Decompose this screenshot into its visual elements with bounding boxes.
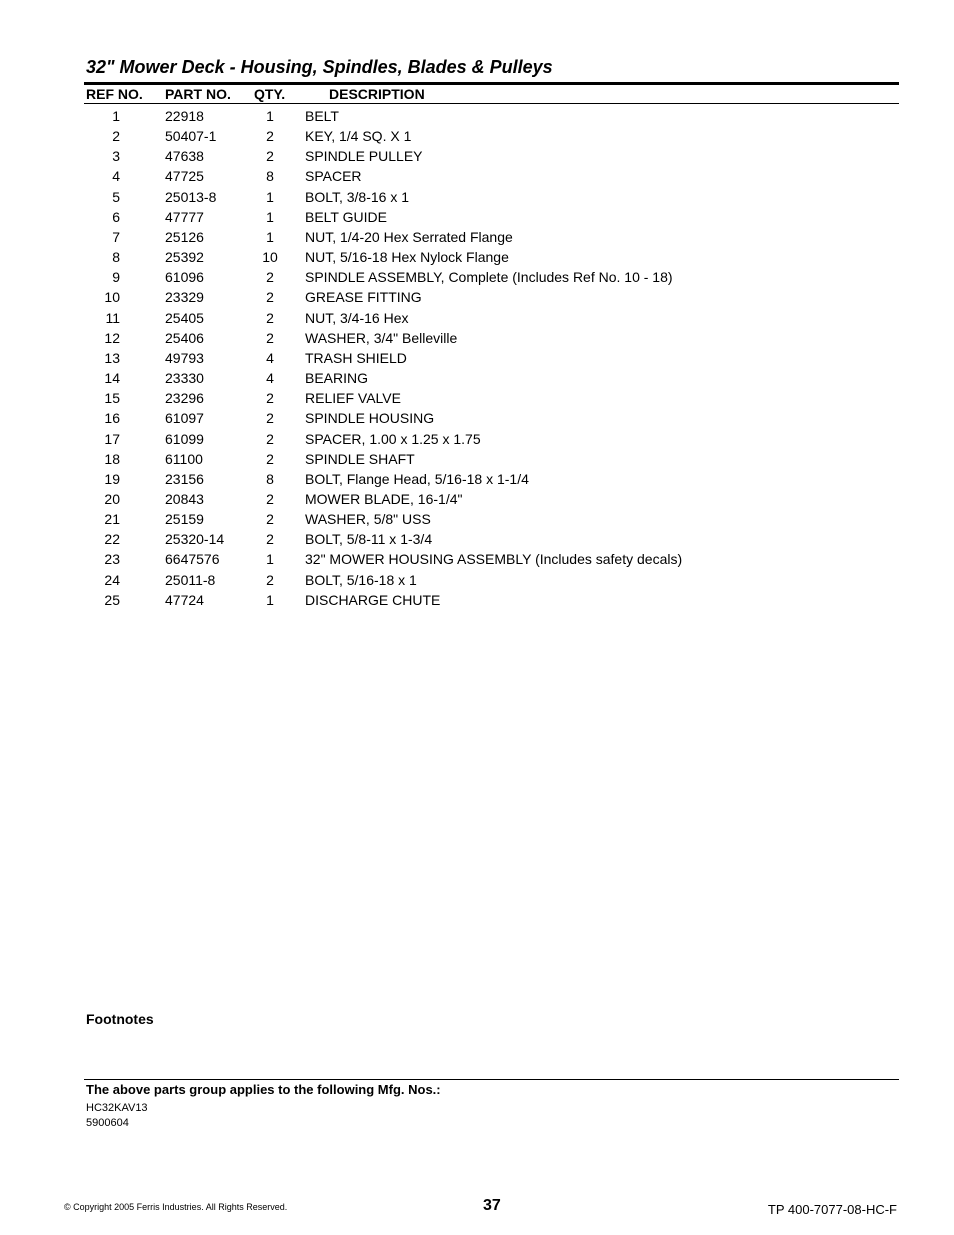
quantity: 2 bbox=[266, 450, 274, 467]
table-row bbox=[0, 388, 954, 408]
ref-number: 4 bbox=[112, 168, 120, 185]
table-row bbox=[0, 308, 954, 328]
description: NUT, 5/16-18 Hex Nylock Flange bbox=[305, 249, 509, 266]
table-row bbox=[0, 207, 954, 227]
part-number: 47725 bbox=[165, 168, 204, 185]
col-header-ref: REF NO. bbox=[86, 86, 143, 102]
applies-rule bbox=[84, 1079, 899, 1080]
part-number: 22918 bbox=[165, 108, 204, 124]
description: BOLT, Flange Head, 5/16-18 x 1-1/4 bbox=[305, 470, 529, 487]
description: BEARING bbox=[305, 370, 369, 387]
part-number: 49793 bbox=[165, 349, 204, 366]
title-rule bbox=[84, 82, 899, 85]
ref-number: 21 bbox=[104, 511, 120, 528]
part-number: 23330 bbox=[165, 370, 204, 387]
description: BOLT, 5/16-18 x 1 bbox=[305, 571, 417, 588]
description: BOLT, 3/8-16 x 1 bbox=[305, 188, 410, 205]
description: SPINDLE HOUSING bbox=[305, 410, 435, 427]
ref-number: 19 bbox=[104, 470, 120, 487]
ref-number: 3 bbox=[112, 148, 120, 165]
ref-number: 23 bbox=[104, 551, 120, 568]
ref-number: 2 bbox=[112, 128, 120, 145]
description: WASHER, 5/8" USS bbox=[305, 511, 431, 528]
description: NUT, 3/4-16 Hex bbox=[305, 309, 409, 326]
header-rule bbox=[84, 103, 899, 104]
quantity: 10 bbox=[262, 249, 278, 266]
footnotes-heading: Footnotes bbox=[86, 1011, 154, 1027]
table-row bbox=[0, 166, 954, 186]
quantity: 4 bbox=[266, 349, 274, 366]
ref-number: 24 bbox=[104, 571, 120, 588]
ref-number: 7 bbox=[112, 228, 120, 245]
table-row bbox=[0, 146, 954, 166]
table-row bbox=[0, 267, 954, 287]
quantity: 4 bbox=[266, 370, 274, 387]
quantity: 8 bbox=[266, 470, 274, 487]
col-header-qty: QTY. bbox=[254, 86, 286, 102]
part-number: 23296 bbox=[165, 390, 204, 407]
table-row bbox=[0, 489, 954, 509]
description: 32" MOWER HOUSING ASSEMBLY (Includes safety decals) bbox=[305, 551, 683, 568]
part-number: 25392 bbox=[165, 249, 204, 266]
description: RELIEF VALVE bbox=[305, 390, 401, 407]
table-row bbox=[0, 328, 954, 348]
part-number: 23329 bbox=[165, 289, 204, 306]
ref-number: 10 bbox=[104, 289, 120, 306]
quantity: 2 bbox=[266, 289, 274, 306]
quantity: 1 bbox=[266, 228, 274, 245]
description: SPINDLE ASSEMBLY, Complete (Includes Ref No. 10 - 18) bbox=[305, 269, 673, 286]
table-row bbox=[0, 469, 954, 489]
ref-number: 9 bbox=[112, 269, 120, 286]
part-number: 61099 bbox=[165, 430, 204, 447]
table-row bbox=[0, 449, 954, 469]
ref-number: 1 bbox=[112, 108, 120, 124]
part-number: 25406 bbox=[165, 329, 204, 346]
quantity: 8 bbox=[266, 168, 274, 185]
table-row bbox=[0, 187, 954, 207]
ref-number: 6 bbox=[112, 208, 120, 225]
ref-number: 13 bbox=[104, 349, 120, 366]
ref-number: 15 bbox=[104, 390, 120, 407]
quantity: 2 bbox=[266, 571, 274, 588]
part-number: 61100 bbox=[165, 450, 203, 467]
table-row bbox=[0, 509, 954, 529]
ref-number: 8 bbox=[112, 249, 120, 266]
description: BOLT, 5/8-11 x 1-3/4 bbox=[305, 531, 433, 548]
part-number: 25126 bbox=[165, 228, 204, 245]
table-row bbox=[0, 549, 954, 569]
description: BELT GUIDE bbox=[305, 208, 387, 225]
description: SPINDLE SHAFT bbox=[305, 450, 415, 467]
quantity: 1 bbox=[266, 591, 274, 608]
ref-number: 11 bbox=[105, 309, 120, 326]
description: NUT, 1/4-20 Hex Serrated Flange bbox=[305, 228, 513, 245]
description: SPACER, 1.00 x 1.25 x 1.75 bbox=[305, 430, 481, 447]
part-number: 25011-8 bbox=[165, 571, 216, 588]
quantity: 1 bbox=[266, 188, 274, 205]
table-row bbox=[0, 368, 954, 388]
mfg-number: 5900604 bbox=[86, 1117, 129, 1129]
parts-table bbox=[0, 106, 954, 610]
ref-number: 25 bbox=[104, 591, 120, 608]
ref-number: 12 bbox=[104, 329, 120, 346]
quantity: 2 bbox=[266, 148, 274, 165]
part-number: 61096 bbox=[165, 269, 204, 286]
table-row bbox=[0, 529, 954, 549]
part-number: 47638 bbox=[165, 148, 204, 165]
page-number: 37 bbox=[483, 1197, 501, 1214]
part-number: 50407-1 bbox=[165, 128, 217, 145]
description: WASHER, 3/4" Belleville bbox=[305, 329, 458, 346]
ref-number: 20 bbox=[104, 490, 120, 507]
quantity: 2 bbox=[266, 430, 274, 447]
table-row bbox=[0, 429, 954, 449]
part-number: 47777 bbox=[165, 208, 204, 225]
quantity: 2 bbox=[266, 410, 274, 427]
description: DISCHARGE CHUTE bbox=[305, 591, 441, 608]
quantity: 2 bbox=[266, 128, 274, 145]
part-number: 47724 bbox=[165, 591, 204, 608]
col-header-desc: DESCRIPTION bbox=[329, 86, 425, 102]
quantity: 2 bbox=[266, 490, 274, 507]
table-row bbox=[0, 590, 954, 610]
ref-number: 5 bbox=[112, 188, 120, 205]
part-number: 20843 bbox=[165, 490, 204, 507]
quantity: 1 bbox=[266, 551, 274, 568]
table-row bbox=[0, 126, 954, 146]
part-number: 23156 bbox=[165, 470, 204, 487]
part-number: 61097 bbox=[165, 410, 204, 427]
ref-number: 22 bbox=[104, 531, 120, 548]
part-number: 25320-14 bbox=[165, 531, 225, 548]
description: KEY, 1/4 SQ. X 1 bbox=[305, 128, 412, 145]
description: SPACER bbox=[305, 168, 362, 185]
table-row bbox=[0, 227, 954, 247]
part-number: 25159 bbox=[165, 511, 204, 528]
quantity: 2 bbox=[266, 329, 274, 346]
quantity: 2 bbox=[266, 309, 274, 326]
table-row bbox=[0, 106, 954, 126]
table-row bbox=[0, 287, 954, 307]
quantity: 2 bbox=[266, 269, 274, 286]
ref-number: 17 bbox=[104, 430, 120, 447]
description: BELT bbox=[305, 108, 339, 124]
quantity: 1 bbox=[266, 108, 274, 124]
ref-number: 16 bbox=[104, 410, 120, 427]
ref-number: 18 bbox=[104, 450, 120, 467]
page-title: 32" Mower Deck - Housing, Spindles, Blades & Pulleys bbox=[86, 57, 553, 77]
document-code: TP 400-7077-08-HC-F bbox=[767, 1202, 897, 1217]
description: SPINDLE PULLEY bbox=[305, 148, 423, 165]
applies-heading: The above parts group applies to the following Mfg. Nos.: bbox=[86, 1082, 441, 1097]
description: TRASH SHIELD bbox=[305, 349, 407, 366]
description: GREASE FITTING bbox=[305, 289, 422, 306]
copyright-text: © Copyright 2005 Ferris Industries. All Rights Reserved. bbox=[64, 1202, 288, 1212]
quantity: 1 bbox=[266, 208, 274, 225]
mfg-number: HC32KAV13 bbox=[86, 1102, 148, 1114]
part-number: 6647576 bbox=[165, 551, 220, 568]
quantity: 2 bbox=[266, 531, 274, 548]
table-row bbox=[0, 247, 954, 267]
table-row bbox=[0, 408, 954, 428]
col-header-part: PART NO. bbox=[165, 86, 231, 102]
part-number: 25013-8 bbox=[165, 188, 217, 205]
quantity: 2 bbox=[266, 390, 274, 407]
part-number: 25405 bbox=[165, 309, 204, 326]
table-row bbox=[0, 348, 954, 368]
description: MOWER BLADE, 16-1/4" bbox=[305, 490, 463, 507]
ref-number: 14 bbox=[104, 370, 120, 387]
quantity: 2 bbox=[266, 511, 274, 528]
table-row bbox=[0, 570, 954, 590]
